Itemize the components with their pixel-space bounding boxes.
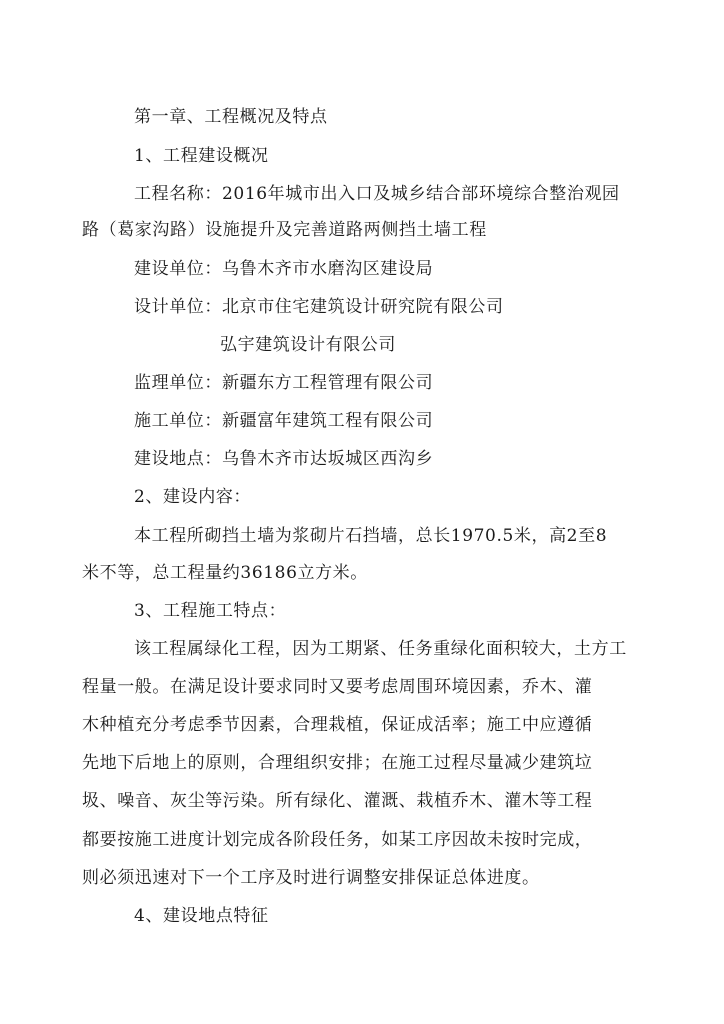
owner-line: 建设单位：乌鲁木齐市水磨沟区建设局	[134, 259, 434, 279]
section-2-body-line-2: 米不等，总工程量约36186立方米。	[82, 563, 368, 583]
supervisor-line: 监理单位：新疆东方工程管理有限公司	[134, 373, 434, 393]
section-4-heading: 4、建设地点特征	[134, 906, 269, 926]
chapter-title: 第一章、工程概况及特点	[134, 107, 328, 127]
section-3-body-line: 都要按施工进度计划完成各阶段任务，如某工序因故未按时完成，	[82, 830, 593, 850]
section-1-heading: 1、工程建设概况	[134, 146, 269, 166]
section-3-heading: 3、工程施工特点：	[134, 601, 287, 621]
section-3-body-line: 程量一般。在满足设计要求同时又要考虑周围环境因素，乔木、灌	[82, 677, 593, 697]
designer-line-2: 弘宇建筑设计有限公司	[220, 335, 396, 355]
section-3-body-line: 木种植充分考虑季节因素，合理栽植，保证成活率；施工中应遵循	[82, 715, 593, 735]
contractor-line: 施工单位：新疆富年建筑工程有限公司	[134, 411, 434, 431]
designer-line-1: 设计单位：北京市住宅建筑设计研究院有限公司	[134, 297, 504, 317]
section-3-body-line: 则必须迅速对下一个工序及时进行调整安排保证总体进度。	[82, 868, 540, 888]
project-name-line-1: 工程名称：2016年城市出入口及城乡结合部环境综合整治观园	[134, 184, 620, 204]
section-3-body-line: 圾、噪音、灰尘等污染。所有绿化、灌溉、栽植乔木、灌木等工程	[82, 791, 593, 811]
section-3-body-line: 先地下后地上的原则，合理组织安排；在施工过程尽量减少建筑垃	[82, 753, 593, 773]
location-line: 建设地点：乌鲁木齐市达坂城区西沟乡	[134, 449, 434, 469]
project-name-line-2: 路（葛家沟路）设施提升及完善道路两侧挡土墙工程	[82, 220, 487, 240]
section-3-body-line: 该工程属绿化工程，因为工期紧、任务重绿化面积较大，土方工	[134, 639, 627, 659]
section-2-body-line-1: 本工程所砌挡土墙为浆砌片石挡墙，总长1970.5米，高2至8	[134, 526, 608, 546]
section-2-heading: 2、建设内容：	[134, 487, 252, 507]
